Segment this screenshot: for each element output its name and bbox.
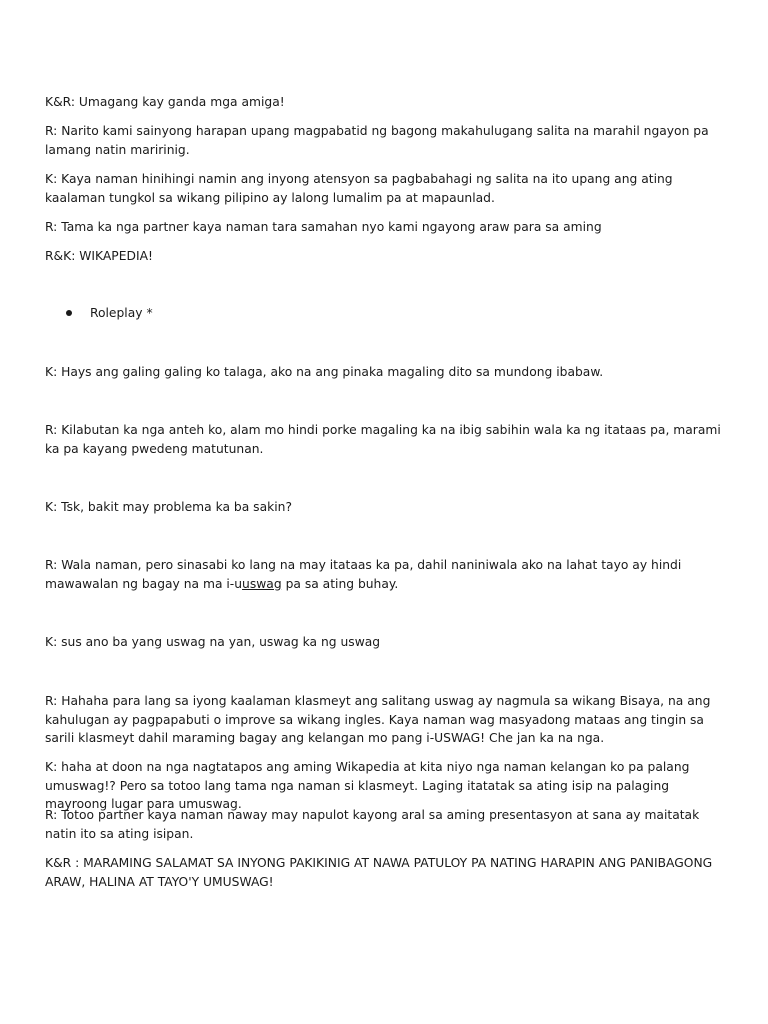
intro-line-k-1: K: Kaya naman hinihingi namin ang inyong atensyon sa pagbabahagi ng salita na ito upang ang ating kaalaman tungkol sa wikang pilipino ay lalong lumalim pa at mapaunlad. xyxy=(45,172,673,205)
dialogue-r-2-before: R: Wala naman, pero sinasabi ko lang na may itataas ka pa, dahil naniniwala ako na lahat tayo ay hindi mawawalan ng bagay na ma i-u xyxy=(45,558,682,591)
dialogue-k-1: K: Hays ang galing galing ko talaga, ako na ang pinaka magaling dito sa mundong ibabaw. xyxy=(45,365,604,379)
closing-r-1: R: Hahaha para lang sa iyong kaalaman klasmeyt ang salitang uswag ay nagmula sa wikang Bisaya, na ang kahulugan ay pagpapabuti o improve sa wikang ingles. Kaya naman wag masyadong mataas ang tingin sa sarili klasmeyt dahil maraming bagay ang kelangan mo pang i-USWAG! Che jan ka na nga. xyxy=(45,694,711,745)
dialogue-r-1: R: Kilabutan ka nga anteh ko, alam mo hindi porke magaling ka na ibig sabihin wala ka ng itataas pa, marami ka pa kayang pwedeng matutunan. xyxy=(45,423,721,456)
dialogue-k-2: K: Tsk, bakit may problema ka ba sakin? xyxy=(45,500,292,514)
dialogue-r-2-underlined: uswag xyxy=(242,576,282,591)
dialogue-r-2-after: pa sa ating buhay. xyxy=(281,576,399,591)
intro-line-greeting: K&R: Umagang kay ganda mga amiga! xyxy=(45,95,285,109)
intro-line-r-1: R: Narito kami sainyong harapan upang magpabatid ng bagong makahulugang salita na marahil ngayon pa lamang natin maririnig. xyxy=(45,124,709,157)
bullet-roleplay: Roleplay * xyxy=(90,306,153,320)
closing-r-2: R: Totoo partner kaya naman naway may napulot kayong aral sa aming presentasyon at sana ay maitatak natin ito sa ating isipan. xyxy=(45,808,700,841)
bullet-dot-icon xyxy=(66,310,72,316)
intro-line-rk: R&K: WIKAPEDIA! xyxy=(45,249,153,263)
closing-kr: K&R : MARAMING SALAMAT SA INYONG PAKIKINIG AT NAWA PATULOY PA NATING HARAPIN ANG PANIBAGONG ARAW, HALINA AT TAYO'Y UMUSWAG! xyxy=(45,856,713,889)
dialogue-k-3: K: sus ano ba yang uswag na yan, uswag ka ng uswag xyxy=(45,635,381,649)
closing-k-1: K: haha at doon na nga nagtatapos ang aming Wikapedia at kita niyo nga naman kelangan ko pa palang umuswag!? Pero sa totoo lang tama nga naman si klasmeyt. Laging itatatak sa ating isip na palaging mayroong lugar para umuswag. xyxy=(45,760,690,811)
dialogue-r-2 xyxy=(45,556,725,593)
intro-line-r-2: R: Tama ka nga partner kaya naman tara samahan nyo kami ngayong araw para sa aming xyxy=(45,220,602,234)
